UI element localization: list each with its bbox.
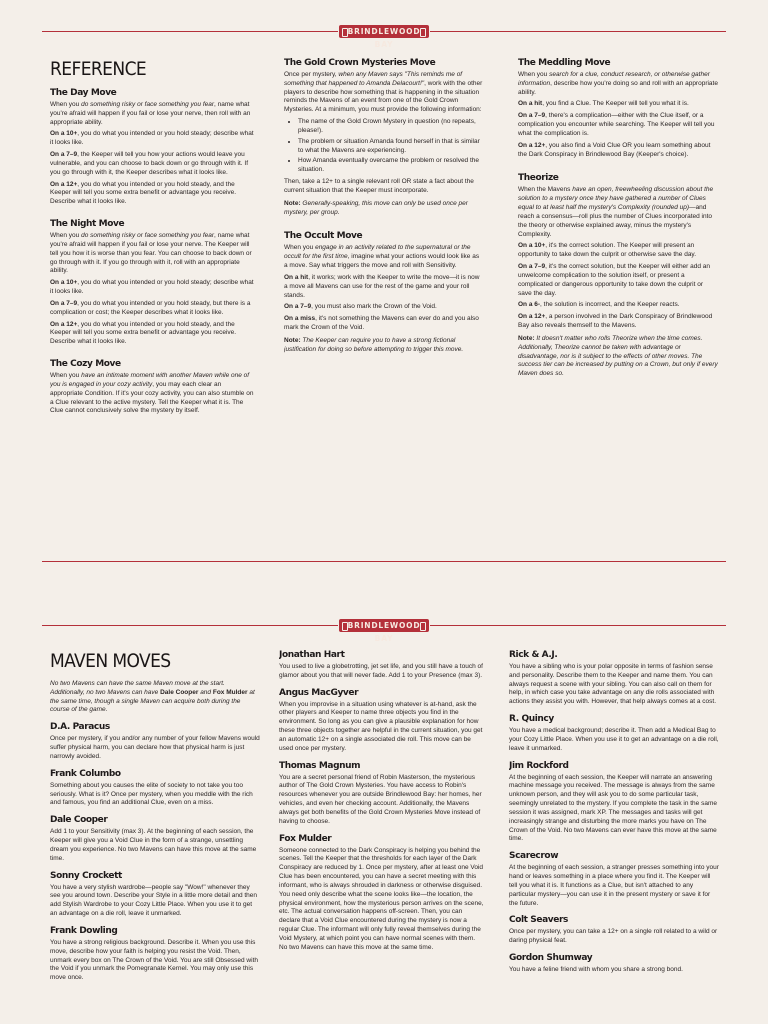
- maven-moves-intro: No two Mavens can have the same Maven move at the start. Additionally, no two Mavens can have Dale Cooper and Fox Mulder at the same time, though a single Maven can acquire both during the course of the game.: [50, 680, 255, 714]
- maven-move-jim-rockford-text: At the beginning of each session, the Keeper will narrate an answering machine message you received. The message is always from the same unknown person, and they will ask you to do some particular task, seemingly unrelated to the mystery. If you complete the task in the same session it was assigned, mark XP. The messages and tasks will get increasingly strange and disturbing the more marks you have on The Crown of the Void. No two Mavens can ever have this move at the same time.: [509, 773, 717, 843]
- maven-move-r-quincy-heading: R. Quincy: [509, 714, 554, 725]
- gold-crown-list-item: • The name of the Gold Crown Mystery in question (no repeats, please!).: [298, 118, 484, 136]
- day-move-result-7-9: On a 7–9, the Keeper will tell you how your actions would leave you vulnerable, and you can choose to back down or go through with it. If you go through with it, the Keeper describes what it looks like.: [50, 151, 249, 176]
- maven-move-scarecrow-text: At the beginning of each session, a stranger presses something into your hand or leaves something in a place where you find it. The Keeper will tell you what it is. It functions as a Clue, but isn't attached to any particular mystery—you can use it in the present mystery or save it for the future.: [509, 864, 719, 907]
- maven-move-dale-cooper-heading: Dale Cooper: [50, 815, 108, 826]
- theorize-intro: When the Mavens have an open, freewheeling discussion about the solution to a mystery once they have gathered a number of Clues equal to at least half the mystery's Complexity (rounded up)—and reach a consensus—roll plus the number of Clues incorporated into the theory or otherwise explained away, minus the mystery's Complexity.: [518, 186, 714, 238]
- maven-move-scarecrow-heading: Scarecrow: [509, 851, 559, 862]
- maven-move-thomas-magnum-text: You are a secret personal friend of Robin Masterson, the mysterious author of The Gold Crown Mysteries. You have access to Robin's resources whenever you are outside Brindlewood Bay: her homes, her vehicles, and even her checking account. Additionally, the Mavens always get both benefits of the Gold Crown Mysteries Move instead of having to choose.: [279, 773, 482, 825]
- meddling-move-heading: The Meddling Move: [518, 58, 611, 68]
- night-move-result-7-9: On a 7–9, you do what you intended or you hold steady, but there is a complication or cost; the Keeper describes what it looks like.: [50, 299, 251, 316]
- maven-move-fox-mulder-text: Someone connected to the Dark Conspiracy is helping you behind the scenes. Tell the Keeper that the thresholds for each layer of the Dark Conspiracy are reduced by 1. Once per mystery, after at least one Void Clue has been encountered, you can have a secret meeting with this informant, who is always shrouded in darkness or otherwise disguised. You need only describe what the scene looks like—the location, the physical environment, how the mysterious person arrives on the scene, etc. The actual conversation happens off-screen. Then, you can declare that a Void Clue encountered during the mystery is now a regular Clue. The informant will only fully reveal themselves during the Void Mystery, at which point you can have normal scenes with them. No two Mavens can have this move at the same time.: [279, 846, 484, 951]
- maven-move-rick-a-j-text: You have a sibling who is your polar opposite in terms of fashion sense and personality. Describe them to the Keeper and name them. You can always request a scene with your sibling. You can also call on them for help, in which case you take advantage on any die rolls associated with actions they assist you with. However, that help always comes at a cost.: [509, 663, 717, 706]
- maven-move-frank-dowling-heading: Frank Dowling: [50, 925, 118, 936]
- gold-crown-note: Note: Generally-speaking, this move can only be used once per mystery, per group.: [284, 199, 468, 216]
- header-rule-right: [430, 31, 726, 32]
- day-move-result-10: On a 10+, you do what you intended or you hold steady; describe what it looks like.: [50, 130, 254, 147]
- reference-column-3: [518, 58, 718, 510]
- day-move-heading: The Day Move: [50, 88, 117, 98]
- reference-title: REFERENCE: [50, 58, 147, 80]
- maven-move-thomas-magnum-heading: Thomas Magnum: [279, 760, 361, 771]
- maven-move-fox-mulder-heading: Fox Mulder: [279, 833, 332, 844]
- maven-move-gordon-shumway-text: You have a feline friend with whom you share a strong bond.: [509, 966, 683, 974]
- maven-move-angus-macgyver-text: When you improvise in a situation using whatever is at-hand, ask the other players and Keeper to name three objects you find in the environment. So long as you can give a plausible explanation for how these three objects together are helpful in the current situation, you get an automatic 12+ on a single associated die roll. This move can be used once per mystery.: [279, 700, 483, 752]
- brindlewood-bay-tag-text: BRINDLEWOOD BAY: [347, 621, 421, 643]
- brindlewood-bay-tag: [339, 25, 429, 49]
- maven-move-sonny-crockett-heading: Sonny Crockett: [50, 870, 122, 881]
- maven-move-rick-a-j-heading: Rick & A.J.: [509, 650, 558, 660]
- meddling-move-intro: When you search for a clue, conduct research, or otherwise gather information, describe how you're doing so and roll with an appropriate ability.: [518, 71, 718, 96]
- theorize-result-12: On a 12+, a person involved in the Dark Conspiracy of Brindlewood Bay also reveals themself to the Mavens.: [518, 313, 713, 330]
- brindlewood-bay-tag-2: [339, 619, 429, 643]
- meddling-move-result-7-9: On a 7–9, there's a complication—either with the Clue itself, or a complication you encounter while searching. The Keeper will tell you what the complication is.: [518, 112, 715, 137]
- occult-move-intro: When you engage in an activity related to the supernatural or the occult for the first time, imagine what your actions would look like as a move. Say what triggers the move and roll with Sensitivity.: [284, 244, 480, 270]
- day-move-intro: When you do something risky or face something you fear, name what you're afraid will happen if you fail or lose your nerve, then roll with an appropriate ability.: [50, 101, 251, 126]
- occult-move-heading: The Occult Move: [284, 231, 363, 242]
- maven-move-jim-rockford-heading: Jim Rockford: [509, 760, 569, 771]
- gold-crown-list-item: • How Amanda eventually overcame the problem or resolved the situation.: [298, 157, 484, 175]
- meddling-move-result-hit: On a hit, you find a Clue. The Keeper will tell you what it is.: [518, 100, 689, 108]
- maven-move-r-quincy-text: You have a medical background; describe it. Then add a Medical Bag to your Cozy Little Place. When you use it to get an advantage on a die roll, leave it unmarked.: [509, 727, 719, 752]
- header-rule-right-2: [430, 625, 726, 626]
- occult-move-result-7-9: On a 7–9, you must also mark the Crown of the Void.: [284, 303, 437, 311]
- gold-crown-list-item: • The problem or situation Amanda found herself in that is similar to what the Mavens are experiencing.: [298, 138, 484, 156]
- occult-move-result-miss: On a miss, it's not something the Mavens can ever do and you also mark the Crown of the Void.: [284, 315, 479, 332]
- reference-column-2: [284, 58, 484, 510]
- cozy-move-intro: When you have an intimate moment with another Maven while one of you is engaged in your cozy activity, you may each clear an appropriate Condition. If it's your cozy activity, you can also stumble on a Clue relevant to the active mystery. Tell the Keeper what it is. The Clue cannot conclusively solve the mystery by itself.: [50, 372, 254, 415]
- reference-column-1: [50, 58, 255, 510]
- day-move-result-12: On a 12+, you do what you intended or you hold steady, and the Keeper will tell you some extra benefit or advantage you receive. Describe what it looks like.: [50, 180, 237, 206]
- maven-move-d-a-paracus-text: Once per mystery, if you and/or any number of your fellow Mavens would suffer physical harm, you can declare how that physical harm is just narrowly avoided.: [50, 735, 260, 760]
- night-move-result-10: On a 10+, you do what you intended or you hold steady; describe what it looks like.: [50, 279, 254, 296]
- maven-column-3: [509, 650, 719, 1024]
- occult-move-note: Note: The Keeper can require you to have a strong fictional justification for doing so before attempting to trigger this move.: [284, 336, 464, 353]
- cozy-move-heading: The Cozy Move: [50, 359, 121, 370]
- maven-move-angus-macgyver-heading: Angus MacGyver: [279, 687, 359, 698]
- gold-crown-after: Then, take a 12+ to a single relevant roll OR state a fact about the current situation that the Keeper must incorporate.: [284, 178, 474, 194]
- night-move-intro: When you do something risky or face something you fear, name what you're afraid will happen if you fail or lose your nerve. The Keeper will tell you how it is worse than you fear. You can choose to back down or go through with it. If you go through with it, roll with an appropriate ability.: [50, 232, 252, 275]
- maven-move-sonny-crockett-text: You have a very stylish wardrobe—people say "Wow!" whenever they see you around town. Describe your Style in a little more detail and then add Stylish Wardrobe to your Cozy Little Place. When you use it to get an advantage on a die roll, leave it unmarked.: [50, 883, 258, 918]
- gold-crown-list: [284, 118, 484, 175]
- maven-move-d-a-paracus-heading: D.A. Paracus: [50, 722, 110, 733]
- maven-column-1: [50, 650, 260, 1024]
- maven-move-gordon-shumway-heading: Gordon Shumway: [509, 953, 593, 964]
- theorize-note: Note: It doesn't matter who rolls Theorize when the time comes. Additionally, Theorize cannot be taken with advantage or disadvantage, nor is it subject to the effects of other moves. The success tier can be increased by putting on a Crown, but only if every Maven does so.: [518, 334, 718, 378]
- maven-moves-title: MAVEN MOVES: [50, 650, 171, 672]
- maven-move-colt-seavers-heading: Colt Seavers: [509, 915, 568, 926]
- maven-move-dale-cooper-text: Add 1 to your Sensitivity (max 3). At the beginning of each session, the Keeper will give you a Void Clue in the form of a strange, unsettling dream you experience. No two Mavens can have this move at the same time.: [50, 828, 257, 862]
- maven-move-jonathan-hart-heading: Jonathan Hart: [279, 650, 345, 660]
- occult-move-result-hit: On a hit, it works; work with the Keeper to write the move—it is now a move all Mavens can use for the rest of the game and your roll stands.: [284, 273, 480, 299]
- maven-move-frank-dowling-text: You have a strong religious background. Describe it. When you use this move, describe how your faith is helping you resist the Void. Then, unmark every box on The Crown of the Void. You are still Obsessed with the Void if you unmark the Pomegranate Kernel. You may only use this move once.: [50, 938, 258, 982]
- theorize-result-7-9: On a 7–9, it's the correct solution, but the Keeper will either add an unwelcome complication to the solution itself, or present a complicated or dangerous opportunity to take down the culprit or save the day.: [518, 263, 711, 297]
- header-rule-left-2: [42, 625, 338, 626]
- night-move-result-12: On a 12+, you do what you intended or you hold steady, and the Keeper will tell you some extra benefit or advantage you receive. Describe what it looks like.: [50, 320, 237, 346]
- theorize-result-10: On a 10+, it's the correct solution. The Keeper will present an opportunity to take down the culprit or otherwise save the day.: [518, 242, 697, 259]
- gold-crown-intro: Once per mystery, when any Maven says "This reminds me of something that happened to Amanda Delacourt!", work with the other players to describe how something that is happening in the situation reminds the Mavens of an event from one of the Gold Crown Mysteries. At a minimum, you must provide the following information:: [284, 71, 483, 114]
- maven-move-jonathan-hart-text: You used to live a globetrotting, jet set life, and you still have a touch of glamor about you that will never fade. Add 1 to your Presence (max 3).: [279, 663, 483, 679]
- night-move-heading: The Night Move: [50, 219, 125, 230]
- maven-column-2: [279, 650, 484, 1024]
- maven-move-colt-seavers-text: Once per mystery, you can take a 12+ on a single roll related to a wild or daring physical feat.: [509, 928, 718, 945]
- header-rule-left: [42, 31, 338, 32]
- meddling-move-result-12: On a 12+, you also find a Void Clue OR you learn something about the Dark Conspiracy in Brindlewood Bay (Keeper's choice).: [518, 141, 711, 158]
- maven-move-frank-columbo-heading: Frank Columbo: [50, 768, 121, 779]
- maven-move-frank-columbo-text: Something about you causes the elite of society to not take you too seriously. What is it? Once per mystery, when you meddle with the rich and famous, you find an additional Clue, even on a miss.: [50, 781, 253, 807]
- page-divider-rule: [42, 561, 726, 562]
- gold-crown-heading: The Gold Crown Mysteries Move: [284, 58, 436, 68]
- brindlewood-bay-tag-text: BRINDLEWOOD BAY: [347, 27, 421, 49]
- theorize-heading: Theorize: [518, 173, 559, 184]
- theorize-result-6: On a 6-, the solution is incorrect, and the Keeper reacts.: [518, 301, 680, 309]
